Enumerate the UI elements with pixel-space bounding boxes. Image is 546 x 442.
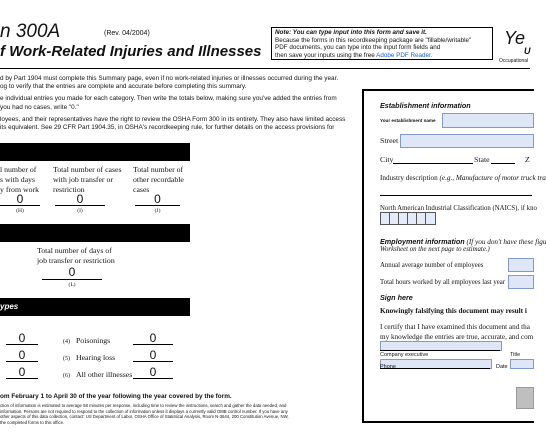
col-h-line-3: y from work bbox=[0, 185, 39, 194]
company-executive-label: Company executive bbox=[380, 352, 429, 358]
avg-employees-label: Annual average number of employees bbox=[380, 262, 484, 269]
col-j-line-2: other recordable bbox=[133, 175, 184, 184]
cases-h-line bbox=[0, 205, 40, 206]
days-l-input[interactable]: 0 bbox=[68, 265, 76, 279]
employment-heading: Employment information bbox=[380, 237, 465, 246]
days-l-line bbox=[42, 279, 102, 280]
note-line-4-text: then save your inputs using the free bbox=[275, 51, 377, 59]
industry-hint: (e.g., Manufacture of motor truck tra bbox=[439, 174, 546, 182]
city-label: City bbox=[380, 155, 394, 164]
type-label-other-illnesses: All other illnesses bbox=[75, 370, 133, 379]
total-hours-label: Total hours worked by all employees last year bbox=[380, 279, 506, 286]
days-l-line-1: Total number of days of bbox=[37, 246, 112, 255]
naics-label: North American Industrial Classification (NAICS), if kno bbox=[380, 205, 537, 212]
revision-date: (Rev. 04/2004) bbox=[104, 30, 150, 37]
type-left-2-input[interactable]: 0 bbox=[18, 348, 26, 362]
employment-hint: (If you don't have these figu bbox=[466, 238, 546, 246]
street-field[interactable] bbox=[400, 134, 534, 148]
establishment-heading: Establishment information bbox=[380, 101, 471, 110]
employment-heading-row bbox=[380, 237, 546, 246]
year-label: Ye bbox=[504, 28, 526, 48]
types-heading: ypes bbox=[0, 302, 19, 311]
col-h-line-1: l number of bbox=[0, 165, 37, 174]
poisonings-input[interactable]: 0 bbox=[149, 331, 157, 345]
certification-text bbox=[380, 322, 533, 342]
zip-label: Z bbox=[525, 155, 530, 164]
type-code-6: (6) bbox=[63, 373, 70, 379]
intro-line-3: e individual entries you made for each category. Then write the totals below, making sure you've added the entries from bbox=[0, 95, 337, 103]
header-rule bbox=[0, 68, 530, 69]
type-row-other-illnesses bbox=[63, 370, 132, 379]
days-section-bar bbox=[0, 224, 190, 242]
adobe-reader-link[interactable]: Adobe PDF Reader. bbox=[376, 51, 433, 59]
col-h-line-2: s with days bbox=[0, 175, 36, 184]
employment-hint-2: Worksheet on the next page to estimate.) bbox=[380, 246, 490, 253]
state-line[interactable] bbox=[491, 163, 515, 164]
naics-boxes[interactable] bbox=[380, 212, 436, 225]
establishment-name-field[interactable] bbox=[442, 113, 534, 128]
cases-j-line bbox=[135, 205, 180, 206]
types-section-bar bbox=[0, 298, 190, 316]
type-row-hearing-loss bbox=[63, 353, 115, 362]
phone-label: Phone bbox=[380, 364, 396, 370]
falsifying-warning: Knowingly falsifying this document may result i bbox=[380, 307, 527, 315]
burden-statement bbox=[0, 403, 340, 425]
total-hours-field[interactable] bbox=[508, 275, 534, 289]
type-row-poisonings bbox=[63, 336, 110, 345]
industry-line[interactable] bbox=[380, 195, 532, 196]
col-i-heading bbox=[53, 165, 122, 195]
state-label: State bbox=[474, 155, 490, 164]
cases-i-input[interactable]: 0 bbox=[76, 192, 84, 206]
code-j: (J) bbox=[154, 208, 161, 214]
establishment-name-label: Your establishment name bbox=[380, 118, 436, 123]
days-l-heading bbox=[37, 246, 115, 266]
print-button[interactable] bbox=[516, 387, 534, 409]
burden-line-3: other aspects of this data collection, contact: US Department of Labor, OSHA Office of Statistical Analysis, Room N-3644, 200 Constitution Avenue, NW, bbox=[0, 414, 289, 420]
intro-line-4: you had no cases, write "0." bbox=[0, 103, 79, 111]
type-left-1-input[interactable]: 0 bbox=[18, 331, 26, 345]
phone-line bbox=[380, 368, 490, 369]
code-h: (H) bbox=[16, 208, 24, 214]
avg-employees-field[interactable] bbox=[508, 258, 534, 272]
code-l: (L) bbox=[68, 282, 76, 288]
note-line-1: Note: You can type input into this form and save it. bbox=[275, 29, 427, 36]
type-left-3-input[interactable]: 0 bbox=[18, 365, 26, 379]
type-code-5: (5) bbox=[63, 356, 70, 362]
days-l-line-2: job transfer or restriction bbox=[37, 256, 115, 265]
posting-notice: om February 1 to April 30 of the year following the year covered by the form. bbox=[0, 393, 232, 400]
col-j-heading bbox=[133, 165, 184, 195]
note-line-2: Because the forms in this recordkeeping package are "fillable/writable" bbox=[275, 36, 472, 44]
cases-j-input[interactable]: 0 bbox=[154, 192, 161, 206]
burden-line-4: the completed forms to this office. bbox=[0, 419, 65, 425]
fillable-note bbox=[271, 27, 493, 60]
street-label: Street bbox=[380, 136, 399, 145]
code-i: (I) bbox=[77, 208, 83, 214]
type-label-hearing-loss: Hearing loss bbox=[75, 353, 116, 362]
cases-h-input[interactable]: 0 bbox=[16, 192, 24, 206]
certify-line-1: I certify that I have examined this document and tha bbox=[380, 323, 530, 331]
hearing-loss-line bbox=[133, 361, 173, 362]
poisonings-line bbox=[133, 344, 173, 345]
sign-here-heading: Sign here bbox=[380, 293, 413, 302]
title-label: Title bbox=[510, 352, 521, 358]
type-left-3-line bbox=[6, 378, 38, 379]
industry-label: Industry description bbox=[380, 174, 438, 182]
naics-box-divider-5 bbox=[425, 213, 426, 224]
col-h-heading bbox=[0, 165, 39, 195]
col-j-line-3: cases bbox=[133, 185, 150, 194]
cases-section-bar bbox=[0, 143, 190, 161]
type-code-4: (4) bbox=[63, 339, 70, 345]
certify-line-2: my knowledge the entries are true, accurate, and com bbox=[380, 333, 534, 341]
type-left-1-line bbox=[6, 344, 38, 345]
hearing-loss-input[interactable]: 0 bbox=[149, 348, 157, 362]
other-illnesses-input[interactable]: 0 bbox=[149, 365, 157, 379]
intro-line-5: loyees, and their representatives have the right to review the OSHA Form 300 in its entirety. They also have limited access bbox=[0, 115, 346, 123]
intro-line-2: og to verify that the entries are complete and accurate before completing this summary. bbox=[0, 83, 247, 91]
col-i-line-1: Total number of cases bbox=[53, 165, 122, 174]
naics-box-divider-2 bbox=[398, 213, 399, 224]
date-field[interactable] bbox=[510, 359, 534, 369]
other-illnesses-line bbox=[133, 378, 173, 379]
naics-box-divider-3 bbox=[407, 213, 408, 224]
naics-box-divider-1 bbox=[389, 213, 390, 224]
type-left-2-line bbox=[6, 361, 38, 362]
type-label-poisonings: Poisonings bbox=[75, 336, 111, 345]
note-line-3: PDF documents, you can type into the input form fields and bbox=[275, 44, 441, 52]
naics-box-divider-4 bbox=[416, 213, 417, 224]
cases-i-line bbox=[55, 205, 105, 206]
form-subtitle: f Work-Related Injuries and Illnesses bbox=[0, 43, 262, 60]
burden-line-1: ction of information is estimated to average 58 minutes per response, including time to review the instructions, search and gather the data needed, and bbox=[0, 403, 287, 408]
form-title: n 300A bbox=[0, 21, 61, 42]
city-line[interactable] bbox=[393, 163, 473, 164]
company-executive-line bbox=[380, 350, 500, 351]
col-i-line-3: restriction bbox=[53, 185, 85, 194]
date-label: Date bbox=[496, 364, 508, 370]
intro-line-1: d by Part 1904 must complete this Summary page, even if no work-related injuries or illnesses occurred during the year. bbox=[0, 75, 339, 82]
intro-text bbox=[0, 75, 362, 132]
industry-description-label bbox=[380, 174, 546, 182]
burden-line-2: information. Persons are not required to respond to the collection of information unless it displays a currently valid OMB control number. If you have any bbox=[0, 408, 288, 414]
col-i-line-2: with job transfer or bbox=[53, 175, 113, 184]
year-sub: U bbox=[524, 46, 531, 56]
year-sub2: Occupational bbox=[499, 58, 529, 64]
intro-line-6: its equivalent. See 29 CFR Part 1904.35, in OSHA's recordkeeping rule, for further details on the access provisions for bbox=[0, 124, 335, 132]
col-j-line-1: Total number of bbox=[133, 165, 184, 174]
note-line-4 bbox=[275, 52, 489, 60]
